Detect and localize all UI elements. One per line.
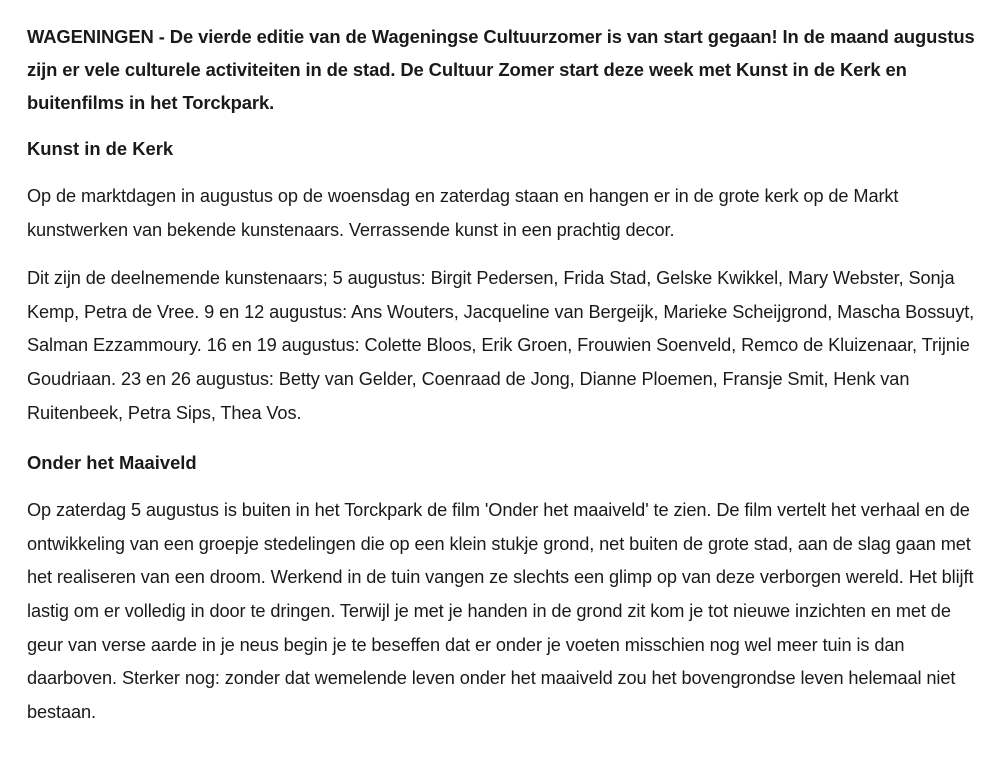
paragraph-film: Op zaterdag 5 augustus is buiten in het Torckpark de film 'Onder het maaiveld' te zien. De film vertelt het verhaal en de ontwikkeling van een groepje stedelingen die op een klein stukje grond, net buiten de grote stad, aan de slag gaan met het realiseren van een droom. Werkend in de tuin vangen ze slechts een glimp op van deze verborgen wereld. Het blijft lastig om er volledig in door te dringen. Terwijl je met je handen in de grond zit kom je tot nieuwe inzichten en met de geur van verse aarde in je neus begin je te beseffen dat er onder je voeten misschien nog wel meer tuin is dan daarboven. Sterker nog: zonder dat wemelende leven onder het maaiveld zou het bovengrondse leven helemaal niet bestaan. [27, 500, 974, 722]
paragraph-kunstenaars: Dit zijn de deelnemende kunstenaars; 5 augustus: Birgit Pedersen, Frida Stad, Gelske Kwikkel, Mary Webster, Sonja Kemp, Petra de Vree. 9 en 12 augustus: Ans Wouters, Jacqueline van Bergeijk, Marieke Scheijgrond, Mascha Bossuyt, Salman Ezzammoury. 16 en 19 augustus: Colette Bloos, Erik Groen, Frouwien Soenveld, Remco de Kluizenaar, Trijnie Goudriaan. 23 en 26 augustus: Betty van Gelder, Coenraad de Jong, Dianne Ploemen, Fransje Smit, Henk van Ruitenbeek, Petra Sips, Thea Vos. [27, 268, 975, 423]
article-lead: WAGENINGEN - De vierde editie van de Wageningse Cultuurzomer is van start gegaan! In de maand augustus zijn er vele culturele activiteiten in de stad. De Cultuur Zomer start deze week met Kunst in de Kerk en buitenfilms in het Torckpark. [27, 26, 975, 113]
section-heading-onder-het-maaiveld: Onder het Maaiveld [27, 452, 197, 474]
paragraph-marktdagen: Op de marktdagen in augustus op de woensdag en zaterdag staan en hangen er in de grote kerk op de Markt kunstwerken van bekende kunstenaars. Verrassende kunst in een prachtig decor. [27, 186, 899, 240]
section-heading-kunst-in-de-kerk: Kunst in de Kerk [27, 138, 174, 159]
